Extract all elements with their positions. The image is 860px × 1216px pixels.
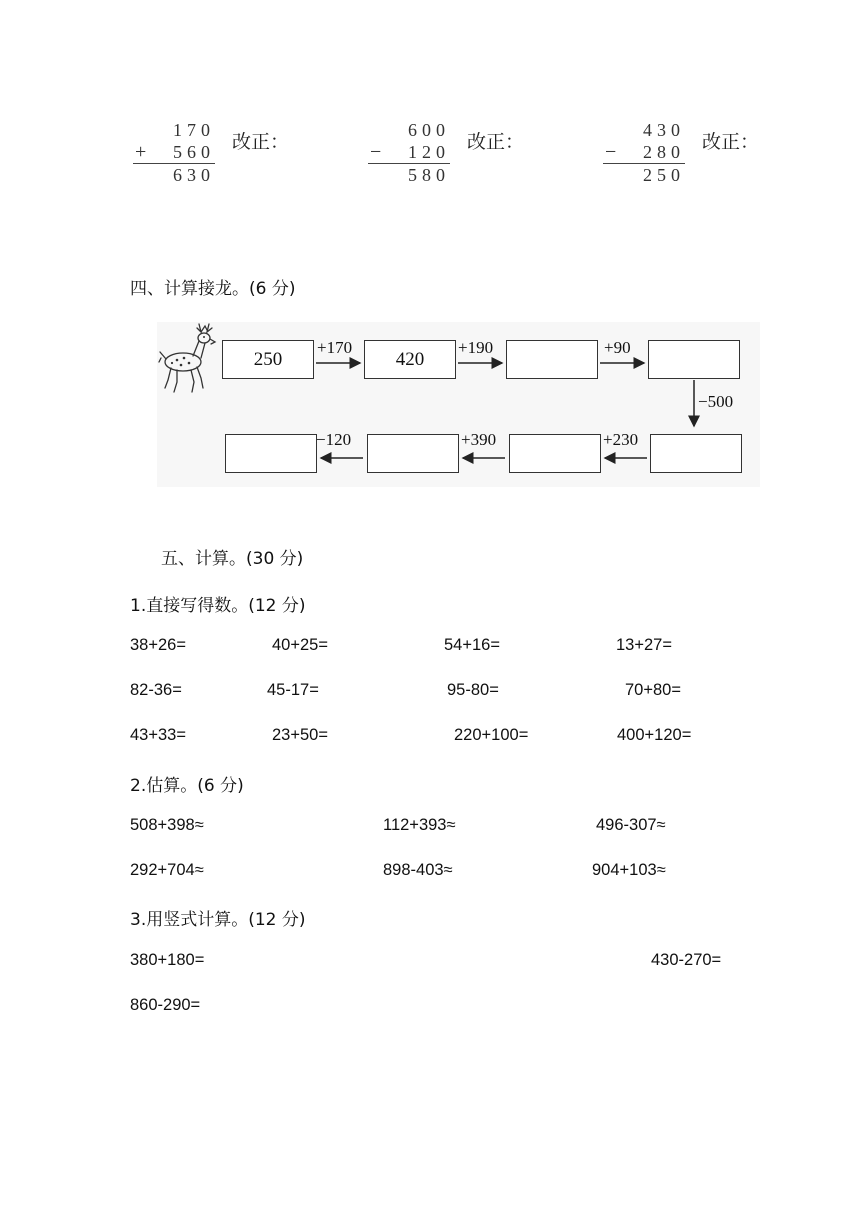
estimate-item: 112+393≈ (383, 816, 456, 834)
estimate-item: 292+704≈ (130, 861, 204, 879)
mental-math-item: 13+27= (616, 636, 672, 654)
chain-op-1: +170 (317, 338, 353, 357)
bottom-number: 280 (643, 142, 685, 162)
chain-op-7: −120 (316, 430, 352, 449)
vertical-calc-item: 860-290= (130, 996, 201, 1014)
mental-math-item: 70+80= (625, 681, 681, 699)
mental-math-item: 40+25= (272, 636, 328, 654)
chain-box-1: 250 (222, 340, 314, 379)
estimate-item: 508+398≈ (130, 816, 204, 834)
vertical-calc-item: 430-270= (651, 951, 722, 969)
top-number: 600 (408, 120, 450, 140)
operator: + (135, 141, 147, 163)
estimate-item: 496-307≈ (596, 816, 666, 834)
part3-title: 3.用竖式计算。(12 分) (130, 910, 306, 930)
result-number: 630 (173, 165, 215, 185)
mental-math-item: 45-17= (267, 681, 319, 699)
section4-title: 四、计算接龙。(6 分) (130, 279, 296, 299)
result-number: 580 (408, 165, 450, 185)
correction-label: 改正： (467, 131, 525, 153)
top-number: 170 (173, 120, 215, 140)
mental-math-item: 23+50= (272, 726, 328, 744)
chain-op-6: +390 (461, 430, 497, 449)
correction-label: 改正： (232, 131, 290, 153)
chain-op-5: +230 (603, 430, 639, 449)
operator: − (605, 141, 617, 163)
mental-math-item: 82-36= (130, 681, 182, 699)
section5-title: 五、计算。(30 分) (161, 549, 304, 569)
correction-problem-2 (370, 119, 450, 186)
estimate-item: 904+103≈ (592, 861, 666, 879)
mental-math-item: 54+16= (444, 636, 500, 654)
mental-math-item: 43+33= (130, 726, 186, 744)
correction-problem-1 (135, 119, 215, 186)
operator: − (370, 141, 382, 163)
calculation-chain (157, 322, 760, 487)
correction-problem-3 (605, 119, 685, 186)
bottom-number: 120 (408, 142, 450, 162)
chain-op-3: +90 (604, 338, 631, 357)
vertical-calc-item: 380+180= (130, 951, 205, 969)
chain-arrows (157, 322, 760, 487)
chain-op-4: −500 (698, 392, 734, 411)
estimate-item: 898-403≈ (383, 861, 453, 879)
top-number: 430 (643, 120, 685, 140)
result-number: 250 (643, 165, 685, 185)
mental-math-item: 38+26= (130, 636, 186, 654)
chain-op-2: +190 (458, 338, 494, 357)
mental-math-item: 95-80= (447, 681, 499, 699)
mental-math-item: 220+100= (454, 726, 529, 744)
part1-title: 1.直接写得数。(12 分) (130, 596, 306, 616)
chain-box-2: 420 (364, 340, 456, 379)
mental-math-item: 400+120= (617, 726, 692, 744)
correction-label: 改正： (702, 131, 760, 153)
part2-title: 2.估算。(6 分) (130, 776, 244, 796)
bottom-number: 560 (173, 142, 215, 162)
